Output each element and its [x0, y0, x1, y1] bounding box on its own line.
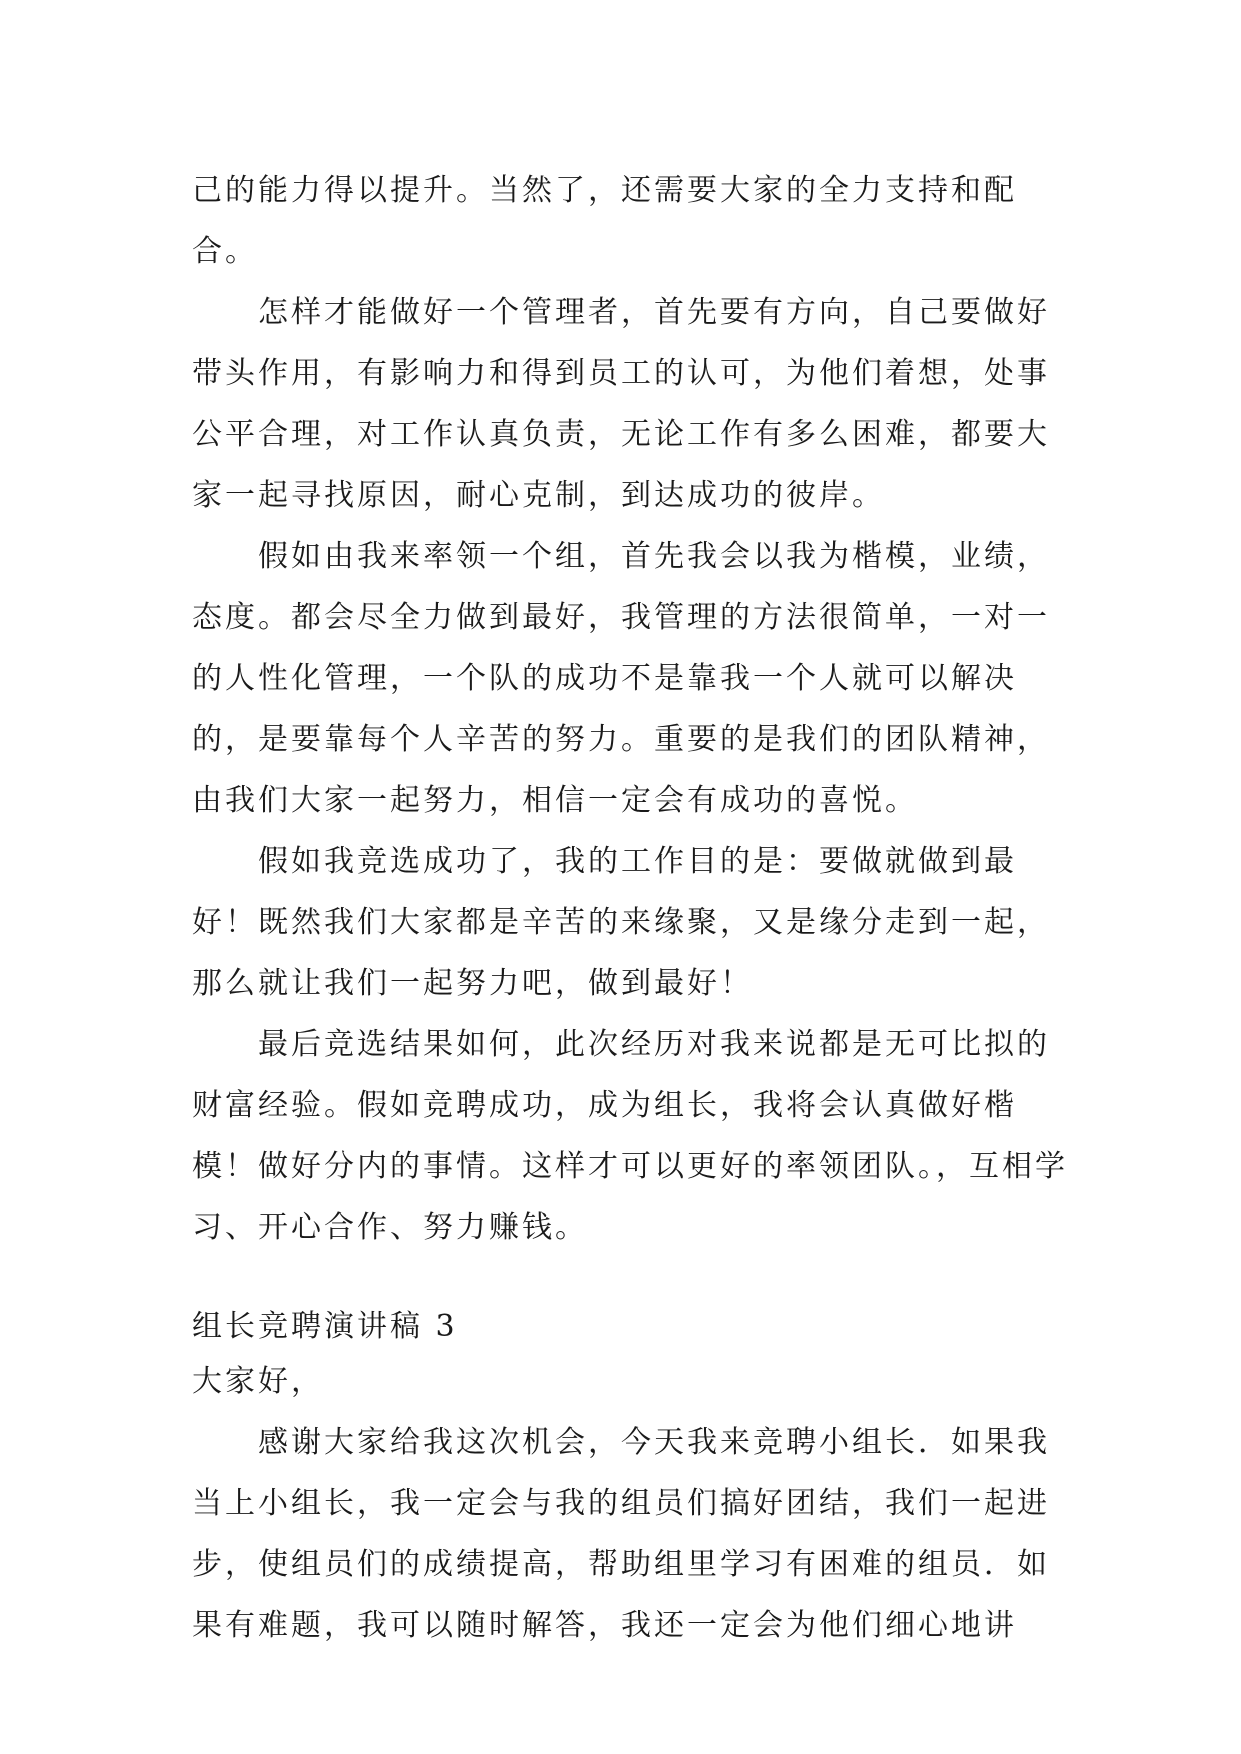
document-body — [192, 160, 1072, 1656]
greeting: 大家好， — [192, 1364, 324, 1399]
paragraph-lead-group: 假如由我来率领一个组，首先我会以我为楷模，业绩，态度。都会尽全力做到最好，我管理的方法很简单，一对一的人性化管理，一个队的成功不是靠我一个人就可以解决的，是要靠每个人辛苦的努力。重要的是我们的团队精神，由我们大家一起努力，相信一定会有成功的喜悦。 — [192, 539, 1050, 818]
paragraph-result: 最后竞选结果如何，此次经历对我来说都是无可比拟的财富经验。假如竞聘成功，成为组长，我将会认真做好楷模！做好分内的事情。这样才可以更好的率领团队。，互相学习、开心合作、努力赚钱。 — [192, 1027, 1068, 1245]
paragraph-goal: 假如我竞选成功了，我的工作目的是：要做就做到最好！既然我们大家都是辛苦的来缘聚，又是缘分走到一起，那么就让我们一起努力吧，做到最好！ — [192, 844, 1050, 1001]
paragraph-continuation: 己的能力得以提升。当然了，还需要大家的全力支持和配合。 — [192, 173, 1017, 269]
paragraph-thanks: 感谢大家给我这次机会，今天我来竞聘小组长．如果我当上小组长，我一定会与我的组员们搞好团结，我们一起进步，使组员们的成绩提高，帮助组里学习有困难的组员．如果有难题，我可以随时解答，我还一定会为他们细心地讲 — [192, 1425, 1050, 1643]
section-title: 组长竞聘演讲稿 3 — [192, 1309, 458, 1344]
paragraph-manager: 怎样才能做好一个管理者，首先要有方向，自己要做好带头作用，有影响力和得到员工的认可，为他们着想，处事公平合理，对工作认真负责，无论工作有多么困难，都要大家一起寻找原因，耐心克制，到达成功的彼岸。 — [192, 295, 1050, 513]
